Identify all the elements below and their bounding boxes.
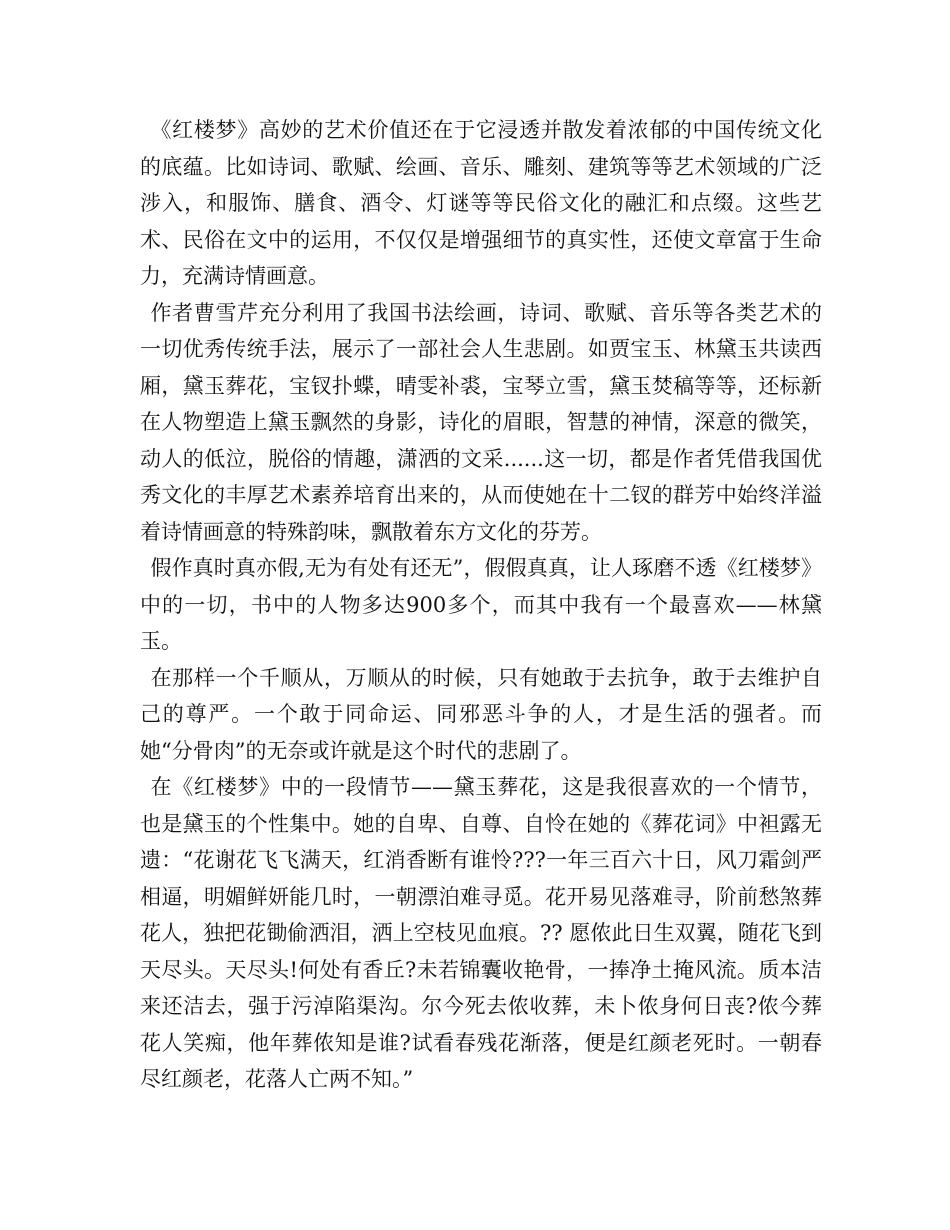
paragraph: 在《红楼梦》中的一段情节——黛玉葬花，这是我很喜欢的一个情节，也是黛玉的个性集中。她的自卑、自尊、自怜在她的《葬花词》中袒露无遗：“花谢花飞飞满天，红消香断有谁怜???一年三百六十日，风刀霜剑严相逼，明媚鲜妍能几时，一朝漂泊难寻觅。花开易见落难寻，阶前愁煞葬花人，独把花锄偷洒泪，洒上空枝见血痕。?? 愿侬此日生双翼，随花飞到天尽头。天尽头!何处有香丘?未若锦囊收艳骨，一捧净土掩风流。质本洁来还洁去，强于污淖陷渠沟。尔今死去侬收葬，未卜侬身何日丧?侬今葬花人笑痴，他年葬侬知是谁?试看春残花渐落，便是红颜老死时。一朝春尽红颜老，花落人亡两不知。” (140, 775, 822, 1091)
paragraph: 作者曹雪芹充分利用了我国书法绘画，诗词、歌赋、音乐等各类艺术的一切优秀传统手法，展示了一部社会人生悲剧。如贾宝玉、林黛玉共读西厢，黛玉葬花，宝钗扑蝶，晴雯补裘，宝琴立雪，黛玉焚稿等等，还标新在人物塑造上黛玉飘然的身影，诗化的眉眼，智慧的神情，深意的微笑，动人的低泣，脱俗的情趣，潇洒的文采......这一切，都是作者凭借我国优秀文化的丰厚艺术素养培育出来的，从而使她在十二钗的群芳中始终洋溢着诗情画意的特殊韵味，飘散着东方文化的芬芳。 (140, 300, 822, 544)
paragraph: 假作真时真亦假,无为有处有还无”，假假真真，让人琢磨不透《红楼梦》中的一切，书中的人物多达900多个，而其中我有一个最喜欢——林黛玉。 (140, 556, 822, 653)
document-body (140, 112, 822, 1098)
paragraph: 在那样一个千顺从，万顺从的时候，只有她敢于去抗争，敢于去维护自己的尊严。一个敢于同命运、同邪恶斗争的人，才是生活的强者。而她“分骨肉”的无奈或许就是这个时代的悲剧了。 (140, 665, 822, 763)
paragraph: 《红楼梦》高妙的艺术价值还在于它浸透并散发着浓郁的中国传统文化的底蕴。比如诗词、歌赋、绘画、音乐、雕刻、建筑等等艺术领域的广泛涉入，和服饰、膳食、酒令、灯谜等等民俗文化的融汇和点缀。这些艺术、民俗在文中的运用，不仅仅是增强细节的真实性，还使文章富于生命力，充满诗情画意。 (140, 118, 822, 288)
